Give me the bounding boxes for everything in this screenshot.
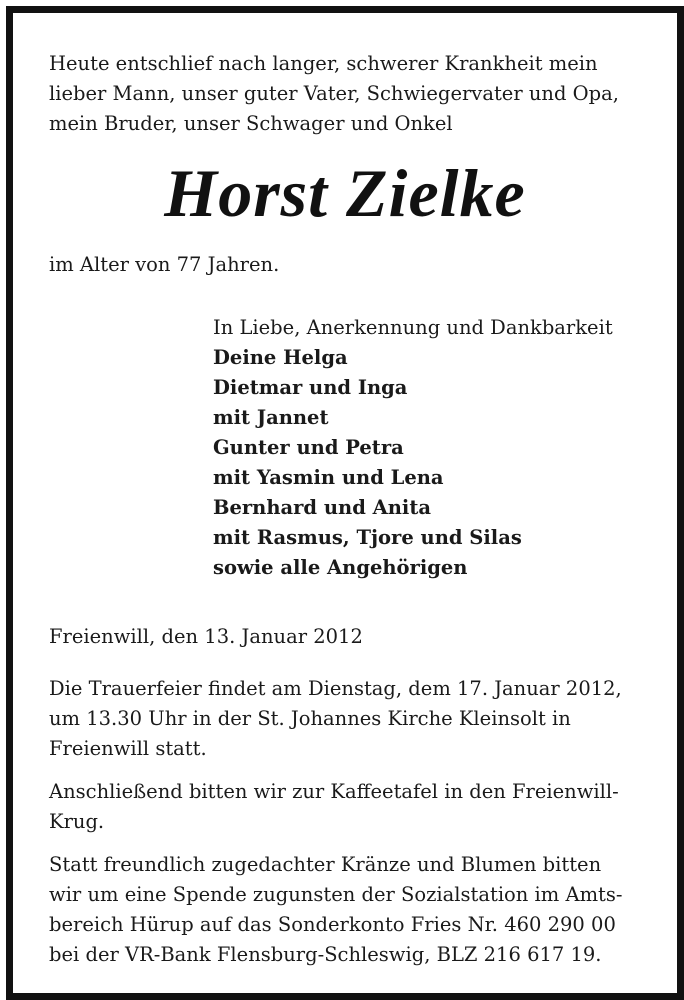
funeral-info bbox=[49, 674, 649, 764]
deceased-name: Horst Zielke bbox=[164, 155, 526, 231]
mourner-line: Gunter und Petra bbox=[213, 436, 404, 459]
mourner-line: mit Rasmus, Tjore und Silas bbox=[213, 526, 522, 549]
coffee-line: Krug. bbox=[49, 810, 105, 833]
donation-line: Statt freundlich zugedachter Kränze und Blumen bitten bbox=[49, 853, 602, 876]
funeral-line: Die Trauerfeier findet am Dienstag, dem 17. Januar 2012, bbox=[49, 677, 622, 700]
donation-line: bereich Hürup auf das Sonderkonto Fries Nr. 460 290 00 bbox=[49, 913, 616, 936]
funeral-line: um 13.30 Uhr in der St. Johannes Kirche Kleinsolt in bbox=[49, 707, 571, 730]
donation-info bbox=[49, 850, 649, 970]
age-line: im Alter von 77 Jahren. bbox=[49, 253, 280, 276]
mourner-line: mit Jannet bbox=[213, 406, 329, 429]
mourners-block bbox=[213, 313, 613, 583]
place-date: Freienwill, den 13. Januar 2012 bbox=[49, 625, 363, 648]
intro-text bbox=[49, 49, 649, 139]
intro-line: lieber Mann, unser guter Vater, Schwiegervater und Opa, bbox=[49, 82, 619, 105]
mourner-line: sowie alle Angehörigen bbox=[213, 556, 468, 579]
donation-line: bei der VR-Bank Flensburg-Schleswig, BLZ 216 617 19. bbox=[49, 943, 602, 966]
mourner-line: Bernhard und Anita bbox=[213, 496, 431, 519]
mourner-line: Deine Helga bbox=[213, 346, 348, 369]
intro-line: Heute entschlief nach langer, schwerer Krankheit mein bbox=[49, 52, 598, 75]
donation-line: wir um eine Spende zugunsten der Sozialstation im Amts- bbox=[49, 883, 623, 906]
closing-phrase: In Liebe, Anerkennung und Dankbarkeit bbox=[213, 316, 613, 339]
funeral-line: Freienwill statt. bbox=[49, 737, 207, 760]
coffee-info bbox=[49, 777, 649, 837]
mourner-line: mit Yasmin und Lena bbox=[213, 466, 444, 489]
mourner-line: Dietmar und Inga bbox=[213, 376, 408, 399]
coffee-line: Anschließend bitten wir zur Kaffeetafel in den Freienwill- bbox=[49, 780, 619, 803]
obituary-notice bbox=[6, 6, 684, 1000]
intro-line: mein Bruder, unser Schwager und Onkel bbox=[49, 112, 453, 135]
